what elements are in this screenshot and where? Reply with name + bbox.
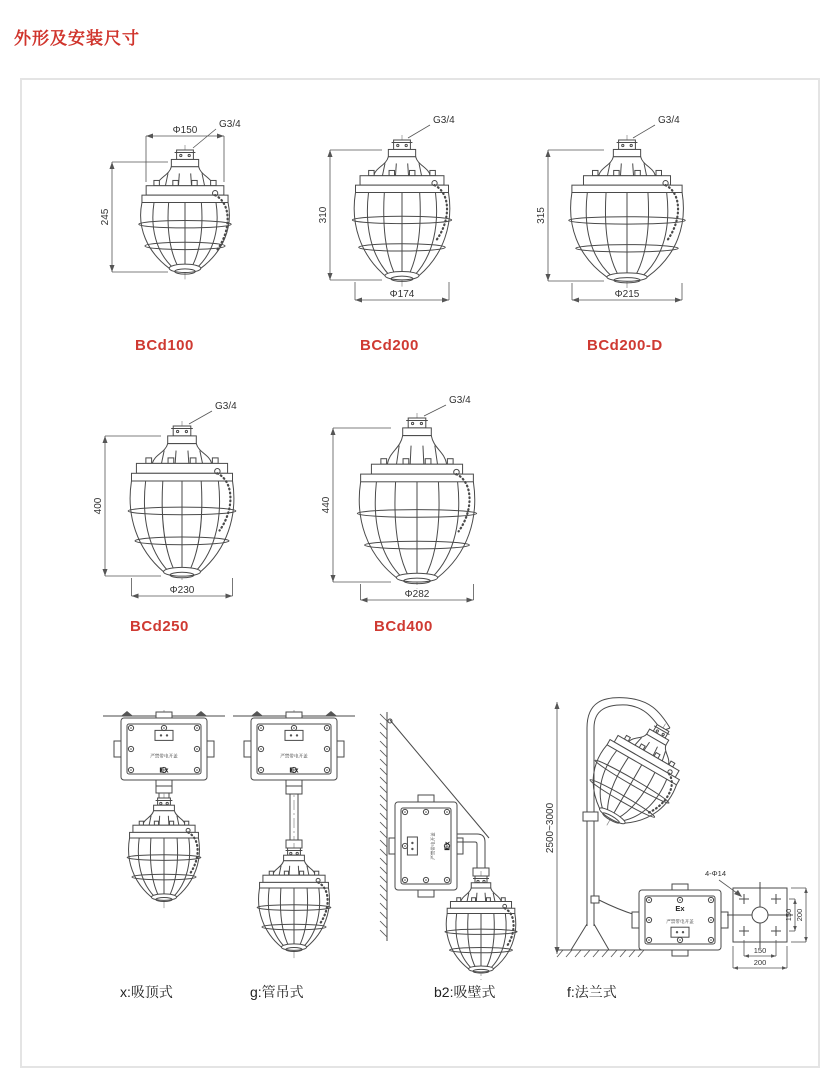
dimension-label: Φ174	[389, 289, 415, 300]
drawing-mount-wall	[373, 706, 548, 983]
dimension-label: Φ282	[404, 589, 430, 600]
dimension-label: 440	[321, 496, 332, 514]
dimension-label: 200	[795, 908, 804, 922]
ceiling-mount-figure	[99, 710, 229, 915]
warning-text: 严禁带电开盖	[280, 753, 308, 759]
drawing-frame	[20, 78, 820, 1068]
drawing-mount-pipe	[229, 710, 359, 967]
warning-text: 严禁带电开盖	[666, 919, 694, 924]
ex-marking: Ex	[289, 765, 299, 775]
ex-marking: Ex	[159, 765, 169, 775]
model-label-bcd400: BCd400	[374, 618, 433, 635]
warning-text: 严禁带电开盖	[150, 753, 178, 759]
dimension-label: 150	[753, 946, 767, 955]
model-label-bcd200d: BCd200-D	[587, 337, 663, 354]
drawing-mount-ceiling	[99, 710, 229, 920]
warning-text: 严禁带电开盖	[430, 832, 436, 860]
drawing-bcd200	[302, 110, 502, 330]
drawing-bcd100	[80, 110, 280, 327]
ex-marking: Ex	[675, 904, 685, 913]
flange-mount-figure	[543, 692, 815, 976]
pipe-mount-figure	[229, 710, 359, 962]
dimension-label: 315	[536, 207, 547, 224]
dimension-label: 200	[753, 958, 767, 967]
thread-label: G3/4	[433, 115, 455, 126]
mount-label-wall: b2:吸壁式	[434, 984, 496, 1000]
thread-label: G3/4	[219, 119, 241, 130]
model-label-bcd200: BCd200	[360, 337, 419, 354]
drawing-bcd400	[307, 390, 527, 615]
thread-label: G3/4	[215, 401, 237, 412]
thread-label: G3/4	[658, 115, 680, 126]
mount-label-pipe: g:管吊式	[250, 984, 304, 1000]
mount-label-flange: f:法兰式	[567, 984, 617, 1000]
dimension-label: 150	[784, 908, 793, 922]
model-label-bcd250: BCd250	[130, 618, 189, 635]
mount-label-ceiling: x:吸顶式	[120, 984, 173, 1000]
bcd250-figure	[77, 390, 289, 608]
drawing-bcd200d	[522, 110, 734, 330]
bcd200d-figure	[522, 110, 734, 325]
dimension-label: 310	[318, 206, 329, 224]
dimension-label: Φ150	[172, 125, 198, 136]
thread-label: G3/4	[449, 395, 471, 406]
bcd400-figure	[307, 390, 527, 610]
drawing-mount-flange	[543, 692, 815, 981]
dimension-label: Φ215	[614, 289, 640, 300]
dimension-label: Φ230	[169, 585, 195, 596]
dimension-label: 400	[93, 497, 104, 515]
model-label-bcd100: BCd100	[135, 337, 194, 354]
page-title: 外形及安装尺寸	[14, 29, 140, 48]
bcd200-figure	[302, 110, 502, 325]
drawing-bcd250	[77, 390, 289, 613]
dimension-label: 245	[100, 208, 111, 226]
dimension-label: 2500~3000	[545, 802, 556, 854]
ex-marking: Ex	[442, 841, 452, 851]
bcd100-figure	[80, 110, 280, 322]
wall-mount-figure	[373, 706, 548, 978]
flange-holes-label: 4-Φ14	[705, 869, 726, 878]
